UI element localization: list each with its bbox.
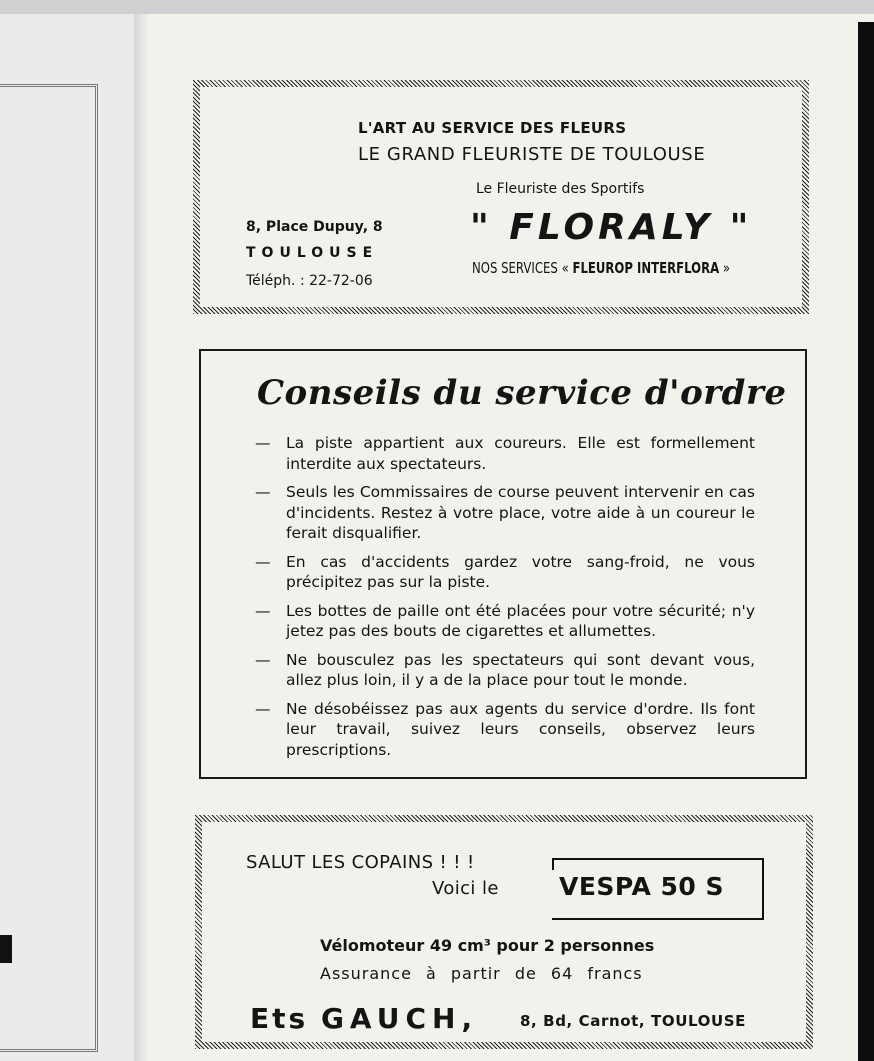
florist-brand: " FLORALY " — [470, 207, 753, 248]
florist-services — [472, 259, 730, 277]
list-item — [255, 650, 755, 691]
rule-text: Seuls les Commissaires de course peuvent intervenir en cas d'incidents. Restez à votre place, votre aide à un coureur le ferait disqualifier. — [286, 483, 755, 542]
rule-dash: — — [255, 699, 271, 718]
florist-city: TOULOUSE — [246, 245, 379, 261]
rule-text: En cas d'accidents gardez votre sang-froid, ne vous précipitez pas sur la piste. — [286, 552, 755, 591]
rule-dash: — — [255, 483, 271, 501]
vespa-salut: SALUT LES COPAINS ! ! ! — [246, 852, 475, 873]
list-item — [255, 482, 755, 544]
rule-text: Ne désobéissez pas aux agents du service d'ordre. Ils font leur travail, suivez leurs conseils, observez leurs prescriptions. — [286, 699, 755, 759]
conseils-box — [199, 349, 807, 779]
services-suffix: » — [719, 259, 731, 277]
vespa-assurance: Assurance à partir de 64 francs — [320, 964, 643, 983]
list-item — [255, 601, 755, 642]
vespa-address: 8, Bd, Carnot, TOULOUSE — [520, 1012, 747, 1030]
list-item — [255, 552, 755, 593]
florist-subheadline: LE GRAND FLEURISTE DE TOULOUSE — [358, 144, 706, 165]
rule-dash: — — [255, 601, 271, 620]
scan-top-edge — [0, 0, 874, 14]
company-name: GAUCH, — [320, 1002, 479, 1035]
page-fold — [134, 14, 148, 1061]
florist-headline: L'ART AU SERVICE DES FLEURS — [358, 119, 627, 137]
vespa-voici: Voici le — [432, 878, 499, 899]
rule-text: Les bottes de paille ont été placées pour votre sécurité; n'y jetez pas des bouts de cigarettes et allumettes. — [286, 601, 755, 640]
list-item — [255, 699, 755, 761]
florist-ad — [193, 80, 809, 314]
company-prefix: Ets — [250, 1002, 309, 1035]
rule-dash: — — [255, 552, 271, 571]
vespa-ad — [195, 815, 813, 1049]
vespa-product-name: VESPA 50 S — [559, 872, 725, 901]
vespa-velomoteur: Vélomoteur 49 cm³ pour 2 personnes — [320, 936, 655, 955]
conseils-rules-list — [255, 433, 755, 768]
florist-tagline: Le Fleuriste des Sportifs — [476, 181, 645, 197]
scan-right-edge — [858, 22, 874, 1061]
rule-text: Ne bousculez pas les spectateurs qui sont devant vous, allez plus loin, il y a de la place pour tout le monde. — [286, 650, 755, 689]
list-item — [255, 433, 755, 474]
services-prefix: NOS SERVICES « — [472, 259, 573, 277]
florist-address: 8, Place Dupuy, 8 — [246, 219, 383, 235]
facing-page-mark — [0, 935, 12, 963]
conseils-title: Conseils du service d'ordre — [257, 373, 787, 413]
facing-page-frame — [0, 84, 98, 1052]
rule-text: La piste appartient aux coureurs. Elle est formellement interdite aux spectateurs. — [286, 434, 755, 473]
services-brand: FLEUROP INTERFLORA — [572, 259, 720, 277]
rule-dash: — — [255, 434, 271, 452]
vespa-company — [250, 1002, 478, 1035]
rule-dash: — — [255, 650, 271, 669]
florist-phone: Téléph. : 22-72-06 — [246, 273, 373, 289]
vespa-frame-tick — [552, 858, 554, 870]
